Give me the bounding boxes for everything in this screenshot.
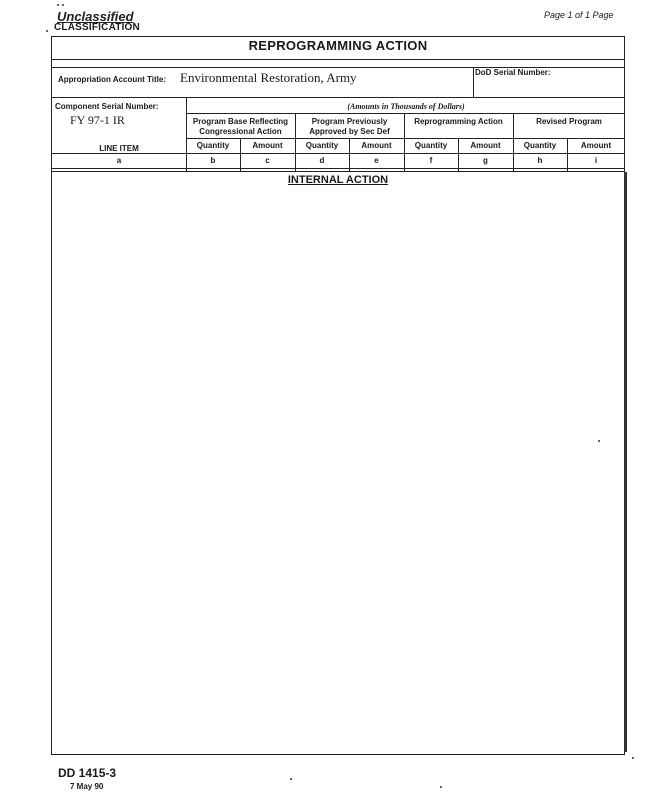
rule-letters	[51, 168, 625, 169]
rule-title	[51, 59, 625, 60]
rule-group-headers	[186, 138, 625, 139]
subheader-amount: Amount	[580, 141, 612, 150]
group-header-line: Reprogramming Action	[414, 117, 503, 126]
form-date: 7 May 90	[70, 782, 104, 791]
group-header-previously-approved	[295, 117, 404, 137]
form-number: DD 1415-3	[58, 766, 117, 780]
column-letter: c	[265, 156, 270, 165]
subheader-quantity: Quantity	[414, 141, 448, 150]
group-header-program-base	[186, 117, 295, 137]
scan-speck	[57, 4, 59, 6]
subheader-quantity: Quantity	[305, 141, 339, 150]
classification-label: CLASSIFICATION	[54, 22, 140, 33]
column-letter: g	[483, 156, 488, 165]
subheader-amount: Amount	[361, 141, 392, 150]
scan-speck	[290, 778, 292, 780]
classification-mark: Unclassified	[57, 9, 134, 24]
subheader-amount: Amount	[252, 141, 283, 150]
rule-letters-double	[51, 171, 625, 172]
group-header-revised-program	[513, 117, 625, 127]
scan-edge-shadow	[624, 172, 627, 752]
column-letter: f	[429, 156, 433, 165]
scan-speck	[46, 30, 48, 32]
group-header-reprogramming-action	[404, 117, 513, 127]
column-letter: i	[594, 156, 598, 165]
rule-amounts-note	[186, 113, 625, 114]
appropriation-value: Environmental Restoration, Army	[180, 70, 357, 85]
column-letter: a	[116, 156, 122, 165]
column-letter: d	[319, 156, 325, 165]
rule-dod-divider	[473, 67, 474, 97]
column-letter: b	[210, 156, 216, 165]
page-info: Page 1 of 1 Page	[544, 10, 614, 20]
rule-account-bottom	[51, 97, 625, 98]
subheader-amount: Amount	[470, 141, 501, 150]
component-serial-value: FY 97-1 IR	[70, 113, 125, 127]
scan-speck	[440, 786, 442, 788]
column-letter: h	[537, 156, 543, 165]
line-item-label: LINE ITEM	[99, 144, 139, 153]
group-header-line: Program Previously	[311, 117, 388, 126]
subheader-quantity: Quantity	[523, 141, 557, 150]
group-header-line: Program Base Reflecting	[192, 117, 289, 126]
component-serial-label: Component Serial Number:	[55, 102, 159, 111]
form-title: REPROGRAMMING ACTION	[248, 38, 428, 53]
column-letter: e	[374, 156, 379, 165]
section-label: INTERNAL ACTION	[287, 174, 389, 186]
subheader-quantity: Quantity	[196, 141, 230, 150]
group-header-line: Revised Program	[536, 117, 602, 126]
group-header-line: Approved by Sec Def	[309, 127, 390, 136]
appropriation-label: Appropriation Account Title:	[58, 75, 166, 84]
rule-subheaders	[51, 153, 625, 154]
group-header-line: Congressional Action	[199, 127, 282, 136]
scan-speck	[632, 757, 634, 759]
dod-serial-label: DoD Serial Number:	[475, 68, 551, 77]
scan-speck	[62, 4, 64, 6]
scan-speck	[598, 440, 600, 442]
amounts-note: (Amounts in Thousands of Dollars)	[347, 102, 465, 111]
